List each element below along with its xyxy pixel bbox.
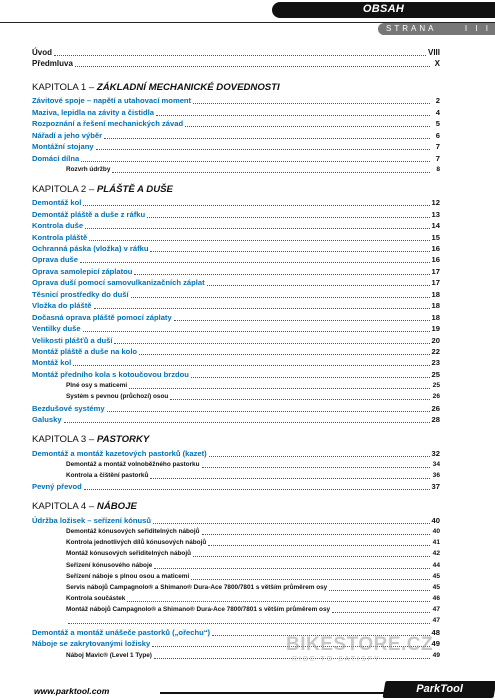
entry-page-number: 34 (432, 460, 440, 468)
entry-label: Demontáž pláště a duše z ráfku (32, 209, 146, 219)
entry-label: Nářadí a jeho výběr (32, 130, 103, 140)
toc-entry[interactable] (32, 346, 440, 357)
toc-subentry[interactable] (32, 649, 440, 660)
entry-page-number: 4 (435, 107, 440, 117)
dot-leader (156, 114, 430, 116)
dot-leader (54, 54, 426, 56)
entry-page-number: 49 (431, 639, 440, 649)
entry-page-number: X (434, 59, 440, 68)
entry-label: Předmluva (32, 59, 73, 68)
toc-subentry[interactable] (32, 380, 440, 391)
dot-leader (150, 250, 429, 252)
entry-label: Plné osy s maticemi (66, 382, 128, 389)
entry-label: Oprava samolepicí záplatou (32, 266, 133, 276)
chapter-heading (32, 183, 440, 197)
watermark-slogan: RIDE TO SATISFY (292, 656, 381, 663)
dot-leader (89, 239, 429, 241)
footer-url[interactable]: www.parktool.com (34, 686, 110, 696)
toc-entry[interactable] (32, 514, 440, 525)
entry-label: Kontrola pláště (32, 232, 88, 242)
chapter-prefix: KAPITOLA 3 – (32, 434, 97, 446)
entry-label: Servis nábojů Campagnolo® a Shimano® Dura-Ace 7800/7801 s větším průměrem osy (66, 583, 328, 591)
entry-page-number: 22 (431, 346, 440, 356)
entry-label: Domácí dílna (32, 153, 80, 163)
entry-page-number: 45 (432, 572, 440, 580)
entry-label: Úvod (32, 47, 52, 57)
toc-subentry[interactable] (32, 582, 440, 593)
entry-page-number: 40 (432, 527, 440, 535)
entry-page-number: 12 (431, 198, 440, 208)
entry-label: Systém s pevnou (průchozí) osou (66, 393, 169, 401)
chapter-title: PLÁŠTĚ A DUŠE (96, 183, 173, 195)
dot-leader (147, 216, 429, 218)
dot-leader (191, 376, 430, 378)
toc-entry[interactable] (32, 414, 440, 425)
toc-entry[interactable] (32, 368, 440, 379)
entry-label: Ventilky duše (32, 324, 81, 334)
entry-page-number: 26 (431, 403, 440, 413)
dot-leader (64, 421, 430, 423)
toc-entry[interactable] (32, 481, 440, 492)
entry-page-number: 17 (431, 278, 440, 288)
dot-leader (68, 622, 430, 624)
dot-leader (154, 567, 430, 569)
dot-leader (154, 657, 430, 659)
toc-entry[interactable] (32, 243, 440, 254)
toc-subentry[interactable] (32, 537, 440, 548)
entry-page-number: 13 (431, 209, 440, 219)
toc-entry[interactable] (32, 311, 440, 322)
toc-entry[interactable] (32, 277, 440, 288)
chapter-title: NÁBOJE (96, 501, 137, 513)
chapter-prefix: KAPITOLA 4 – (32, 501, 97, 513)
toc-entry[interactable] (32, 265, 440, 276)
chapter-heading (32, 433, 440, 447)
toc-entry[interactable] (32, 254, 440, 265)
entry-label: Seřízení kónusového náboje (66, 561, 153, 569)
entry-page-number: 18 (431, 301, 440, 311)
entry-label: Pevný převod (32, 482, 82, 492)
toc-subentry[interactable] (32, 459, 440, 470)
dot-leader (139, 353, 429, 355)
toc-entry[interactable] (32, 141, 440, 152)
entry-page-number: 18 (431, 312, 440, 322)
entry-page-number: 42 (432, 550, 440, 558)
entry-page-number: 44 (432, 561, 440, 569)
entry-label: Seřízení náboje s plnou osou a maticemi (66, 572, 190, 580)
entry-label: Maziva, lepidla na závity a čistidla (32, 107, 154, 117)
dot-leader (202, 533, 430, 535)
dot-leader (174, 319, 430, 321)
dot-leader (193, 555, 430, 557)
page-number: I I I (464, 24, 491, 33)
entry-label: Oprava duší pomocí samovulkanizačních záplat (32, 278, 205, 288)
toc-subentry[interactable] (32, 559, 440, 570)
toc-entry[interactable] (32, 638, 440, 649)
entry-page-number: 26 (432, 393, 440, 401)
entry-page-number: 45 (432, 583, 440, 591)
entry-label: Kontrola duše (32, 221, 84, 231)
spacer (32, 425, 440, 433)
header-title-bar (272, 2, 495, 18)
entry-page-number: 2 (435, 96, 440, 106)
toc-subentry[interactable] (32, 571, 440, 582)
dot-leader (75, 65, 430, 67)
toc-entry[interactable] (32, 447, 440, 458)
entry-page-number: 28 (431, 415, 440, 425)
entry-page-number: 6 (435, 130, 440, 140)
entry-page-number: 5 (435, 119, 440, 129)
dot-leader (114, 342, 429, 344)
entry-label: Náboj Mavic® (Level 1 Type) (66, 651, 152, 659)
toc-entry[interactable] (32, 129, 440, 140)
entry-page-number: 48 (431, 627, 440, 637)
toc-subentry[interactable] (32, 470, 440, 481)
toc-entry[interactable] (32, 334, 440, 345)
chapter-prefix: KAPITOLA 1 – (32, 82, 97, 93)
front-matter-entry[interactable] (32, 58, 440, 70)
spacer (32, 492, 440, 500)
entry-label: Montáž kol (32, 358, 72, 368)
dot-leader (212, 634, 429, 636)
dot-leader (150, 477, 430, 479)
spacer (32, 69, 440, 81)
toc-subentry[interactable] (32, 593, 440, 604)
dot-leader (170, 398, 430, 400)
watermark-text: BIKESTORE.CZ (286, 634, 434, 655)
dot-leader (153, 522, 430, 524)
entry-label: Montážní stojany (32, 142, 94, 152)
dot-leader (107, 410, 430, 412)
parktool-logo (383, 681, 495, 698)
toc-entry[interactable] (32, 197, 440, 208)
entry-page-number: 36 (432, 471, 440, 479)
table-of-contents (32, 46, 440, 661)
toc-entry[interactable] (32, 152, 440, 163)
entry-page-number: 7 (435, 142, 440, 152)
dot-leader (85, 227, 429, 229)
dot-leader (112, 171, 430, 173)
dot-leader (191, 578, 430, 580)
entry-label: Kontrola součástek (66, 595, 126, 603)
toc-entry[interactable] (32, 95, 440, 106)
entry-page-number: 47 (432, 606, 440, 614)
dot-leader (185, 125, 430, 127)
entry-page-number: 47 (432, 617, 440, 625)
entry-page-number: 7 (435, 153, 440, 163)
toc-entry[interactable] (32, 626, 440, 637)
entry-page-number: 49 (432, 651, 440, 659)
entry-label: Kontrola jednotlivých dílů kónusových nábojů (66, 539, 207, 547)
toc-subentry[interactable] (32, 615, 440, 626)
entry-label: Kontrola a čištění pastorků (66, 471, 149, 479)
dot-leader (73, 364, 429, 366)
dot-leader (207, 284, 430, 286)
chapter-prefix: KAPITOLA 2 – (32, 183, 97, 195)
dot-leader (127, 600, 430, 602)
toc-subentry[interactable] (32, 164, 440, 175)
chapter-heading (32, 81, 440, 95)
entry-label: Ochranná páska (vložka) v ráfku (32, 244, 149, 253)
entry-page-number: 41 (432, 539, 440, 547)
page-label: STRANA (386, 24, 437, 33)
toc-entry[interactable] (32, 106, 440, 117)
page-indicator (378, 23, 495, 35)
dot-leader (129, 387, 430, 389)
toc-entry[interactable] (32, 220, 440, 231)
entry-page-number: 40 (431, 515, 440, 525)
entry-label: Montáž předního kola s kotoučovou brzdou (32, 369, 189, 379)
toc-entry[interactable] (32, 323, 440, 334)
entry-page-number: VIII (427, 47, 440, 57)
toc-entry[interactable] (32, 118, 440, 129)
entry-label: Oprava duše (32, 255, 79, 265)
entry-page-number: 14 (431, 221, 440, 231)
entry-label: Demontáž a montáž unášeče pastorků („ořechu“) (32, 627, 211, 637)
entry-label: Náboje se zakrytovanými ložisky (32, 639, 151, 649)
dot-leader (208, 544, 430, 546)
dot-leader (83, 204, 429, 206)
toc-subentry[interactable] (32, 548, 440, 559)
dot-leader (94, 307, 430, 309)
dot-leader (81, 160, 430, 162)
logo-text: ParkTool (416, 683, 463, 695)
entry-label: Montáž kónusových seřiditelných nábojů (66, 550, 191, 558)
entry-label: Těsnicí prostředky do duší (32, 289, 129, 299)
entry-page-number: 37 (431, 482, 440, 492)
entry-label: Demontáž a montáž kazetových pastorků (kazet) (32, 448, 207, 458)
toc-entry[interactable] (32, 288, 440, 299)
toc-entry[interactable] (32, 402, 440, 413)
chapter-title: PASTORKY (96, 434, 150, 446)
entry-label: Galusky (32, 415, 62, 425)
entry-label: Vložka do pláště (32, 301, 92, 311)
entry-page-number: 20 (431, 335, 440, 345)
entry-page-number: 17 (431, 266, 440, 276)
entry-page-number: 18 (431, 289, 440, 299)
entry-page-number: 46 (432, 595, 440, 603)
front-matter-entry[interactable] (32, 46, 440, 58)
entry-label: Montáž nábojů Campagnolo® a Shimano® Dura-Ace 7800/7801 s větším průměrem osy (66, 606, 331, 614)
entry-label: Velikosti plášťů a duší (32, 335, 113, 345)
dot-leader (96, 148, 430, 150)
entry-label: Demontáž kónusových seřiditelných nábojů (66, 527, 200, 535)
entry-page-number: 25 (432, 382, 440, 389)
entry-page-number: 23 (431, 358, 440, 368)
toc-entry[interactable] (32, 231, 440, 242)
dot-leader (193, 102, 430, 104)
dot-leader (202, 466, 430, 468)
entry-label: Závitové spoje – napětí a utahovací moment (32, 96, 192, 106)
entry-page-number: 15 (431, 232, 440, 242)
footer-divider (160, 692, 384, 694)
toc-subentry[interactable] (32, 526, 440, 537)
entry-page-number: 8 (436, 165, 440, 173)
toc-entry[interactable] (32, 208, 440, 219)
entry-label: Bezdušové systémy (32, 403, 105, 413)
dot-leader (83, 330, 430, 332)
dot-leader (80, 261, 430, 263)
entry-page-number: 25 (431, 369, 440, 379)
toc-subentry[interactable] (32, 391, 440, 402)
section-title: OBSAH (362, 3, 405, 15)
entry-page-number: 16 (431, 255, 440, 265)
entry-label: Údržba ložisek – seřízení kónusů (32, 515, 152, 525)
toc-subentry[interactable] (32, 604, 440, 615)
dot-leader (152, 645, 429, 647)
chapter-heading (32, 500, 440, 514)
dot-leader (104, 137, 430, 139)
entry-page-number: 16 (431, 244, 440, 253)
toc-entry[interactable] (32, 357, 440, 368)
dot-leader (134, 273, 429, 275)
dot-leader (332, 611, 430, 613)
dot-leader (131, 296, 430, 298)
entry-label: Rozpoznání a řešení mechanických závad (32, 119, 184, 129)
entry-label: Dočasná oprava pláště pomocí záplaty (32, 312, 172, 322)
entry-page-number: 19 (431, 324, 440, 334)
chapter-title: ZÁKLADNÍ MECHANICKÉ DOVEDNOSTI (96, 82, 280, 93)
toc-entry[interactable] (32, 300, 440, 311)
entry-label: Montáž pláště a duše na kolo (32, 346, 138, 356)
entry-label: Demontáž a montáž volnoběžného pastorku (66, 460, 200, 468)
entry-page-number: 32 (431, 448, 440, 458)
dot-leader (84, 488, 430, 490)
entry-label: Rozvrh údržby (66, 165, 111, 173)
spacer (32, 175, 440, 183)
dot-leader (329, 589, 430, 591)
entry-label: Demontáž kol (32, 198, 82, 208)
dot-leader (209, 455, 430, 457)
